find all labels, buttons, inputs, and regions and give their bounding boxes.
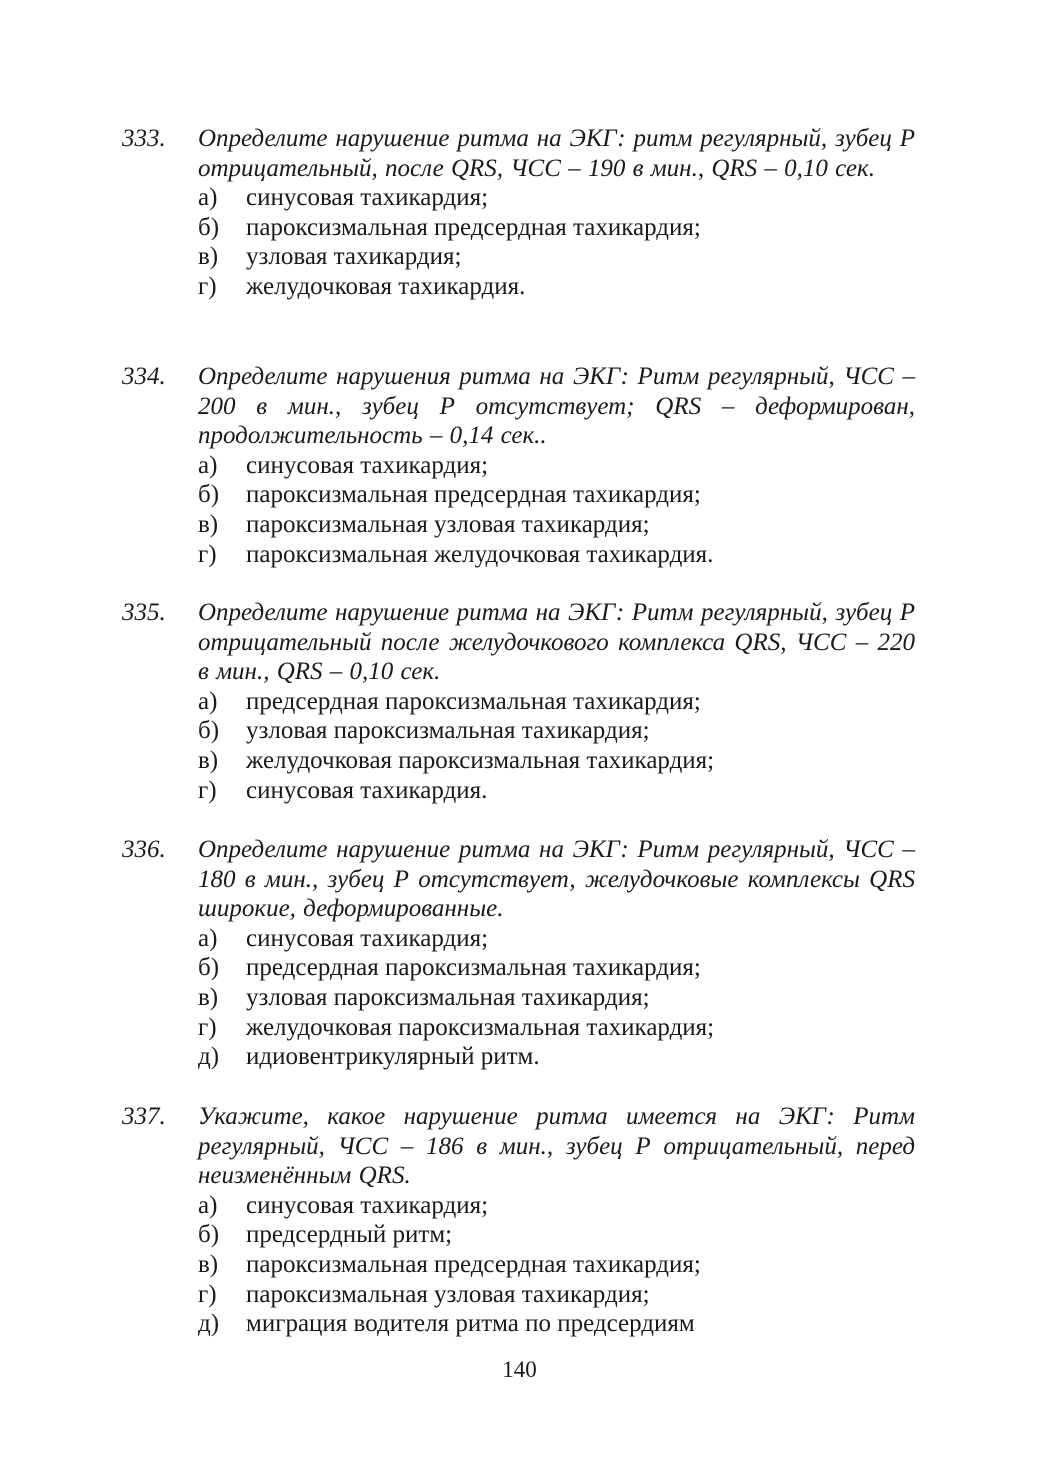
question-text: Определите нарушение ритма на ЭКГ: ритм регулярный, зубец Р отрицательный, после QRS, ЧСС – 190 в мин., QRS – 0,10 сек.	[198, 125, 915, 182]
answer-option	[198, 213, 915, 243]
option-text: миграция водителя ритма по предсердиям	[246, 1310, 695, 1338]
question-334	[122, 362, 915, 569]
option-letter: д)	[198, 1310, 220, 1338]
question-header	[122, 362, 915, 451]
question-335	[122, 598, 915, 805]
question-text: Определите нарушения ритма на ЭКГ: Ритм регулярный, ЧСС – 200 в мин., зубец Р отсутствует; QRS – деформирован, продолжительность – 0,14 сек..	[198, 363, 915, 450]
option-letter: г)	[198, 272, 217, 300]
answer-option	[198, 451, 915, 481]
option-letter: а)	[198, 687, 218, 715]
answer-option	[198, 480, 915, 510]
option-letter: а)	[198, 184, 218, 212]
option-text: предсердная пароксизмальная тахикардия;	[246, 687, 701, 715]
answer-option	[198, 1042, 915, 1072]
answer-option	[198, 1280, 915, 1310]
option-text: предсердный ритм;	[246, 1221, 453, 1249]
option-letter: б)	[198, 481, 220, 509]
option-letter: б)	[198, 954, 220, 982]
question-number: 337.	[122, 1103, 166, 1130]
answer-options	[122, 183, 915, 301]
answer-options	[122, 451, 915, 569]
option-letter: г)	[198, 1280, 217, 1308]
answer-option	[198, 540, 915, 570]
option-letter: г)	[198, 1013, 217, 1041]
answer-option	[198, 953, 915, 983]
option-letter: в)	[198, 243, 219, 271]
option-text: пароксизмальная предсердная тахикардия;	[246, 213, 701, 241]
option-text: пароксизмальная предсердная тахикардия;	[246, 481, 701, 509]
answer-option	[198, 924, 915, 954]
option-text: синусовая тахикардия;	[246, 1191, 489, 1219]
answer-option	[198, 1191, 915, 1221]
answer-option	[198, 776, 915, 806]
question-header	[122, 124, 915, 183]
option-text: желудочковая пароксизмальная тахикардия;	[246, 1013, 715, 1041]
option-text: узловая пароксизмальная тахикардия;	[246, 717, 650, 745]
option-letter: г)	[198, 776, 217, 804]
question-text: Определите нарушение ритма на ЭКГ: Ритм регулярный, зубец Р отрицательный после желудочкового комплекса QRS, ЧСС – 220 в мин., QRS – 0,10 сек.	[198, 599, 915, 686]
question-header	[122, 835, 915, 924]
question-header	[122, 1102, 915, 1191]
option-text: синусовая тахикардия;	[246, 451, 489, 479]
option-letter: а)	[198, 451, 218, 479]
option-letter: а)	[198, 1191, 218, 1219]
option-letter: г)	[198, 540, 217, 568]
option-text: пароксизмальная предсердная тахикардия;	[246, 1250, 701, 1278]
answer-option	[198, 1220, 915, 1250]
answer-option	[198, 687, 915, 717]
option-letter: б)	[198, 1221, 220, 1249]
question-text: Определите нарушение ритма на ЭКГ: Ритм регулярный, ЧСС – 180 в мин., зубец Р отсутствует, желудочковые комплексы QRS широкие, деформированные.	[198, 836, 915, 923]
option-text: узловая пароксизмальная тахикардия;	[246, 983, 650, 1011]
option-letter: б)	[198, 717, 220, 745]
answer-option	[198, 1309, 915, 1339]
option-letter: в)	[198, 510, 219, 538]
answer-option	[198, 242, 915, 272]
answer-option	[198, 983, 915, 1013]
page-number: 140	[502, 1357, 537, 1382]
question-337	[122, 1102, 915, 1339]
answer-option	[198, 510, 915, 540]
option-text: предсердная пароксизмальная тахикардия;	[246, 954, 701, 982]
question-header	[122, 598, 915, 687]
answer-option	[198, 1013, 915, 1043]
option-text: пароксизмальная узловая тахикардия;	[246, 510, 650, 538]
option-text: желудочковая тахикардия.	[246, 272, 526, 300]
answer-options	[122, 924, 915, 1072]
option-letter: в)	[198, 983, 219, 1011]
option-text: желудочковая пароксизмальная тахикардия;	[246, 746, 715, 774]
option-text: узловая тахикардия;	[246, 243, 462, 271]
option-text: идиовентрикулярный ритм.	[246, 1043, 540, 1071]
option-letter: а)	[198, 924, 218, 952]
answer-options	[122, 687, 915, 805]
answer-option	[198, 1250, 915, 1280]
answer-option	[198, 272, 915, 302]
question-number: 333.	[122, 125, 166, 152]
question-text: Укажите, какое нарушение ритма имеется на ЭКГ: Ритм регулярный, ЧСС – 186 в мин., зубец Р отрицательный, перед неизменённым QRS.	[198, 1103, 915, 1190]
option-letter: в)	[198, 1250, 219, 1278]
question-number: 336.	[122, 836, 166, 863]
answer-options	[122, 1191, 915, 1339]
option-letter: б)	[198, 213, 220, 241]
question-number: 335.	[122, 599, 166, 626]
option-text: пароксизмальная желудочковая тахикардия.	[246, 540, 714, 568]
question-number: 334.	[122, 363, 166, 390]
question-336	[122, 835, 915, 1072]
question-333	[122, 124, 915, 302]
option-letter: в)	[198, 746, 219, 774]
option-text: синусовая тахикардия;	[246, 184, 489, 212]
option-text: пароксизмальная узловая тахикардия;	[246, 1280, 650, 1308]
answer-option	[198, 746, 915, 776]
answer-option	[198, 716, 915, 746]
option-text: синусовая тахикардия;	[246, 924, 489, 952]
option-text: синусовая тахикардия.	[246, 776, 488, 804]
answer-option	[198, 183, 915, 213]
option-letter: д)	[198, 1043, 220, 1071]
